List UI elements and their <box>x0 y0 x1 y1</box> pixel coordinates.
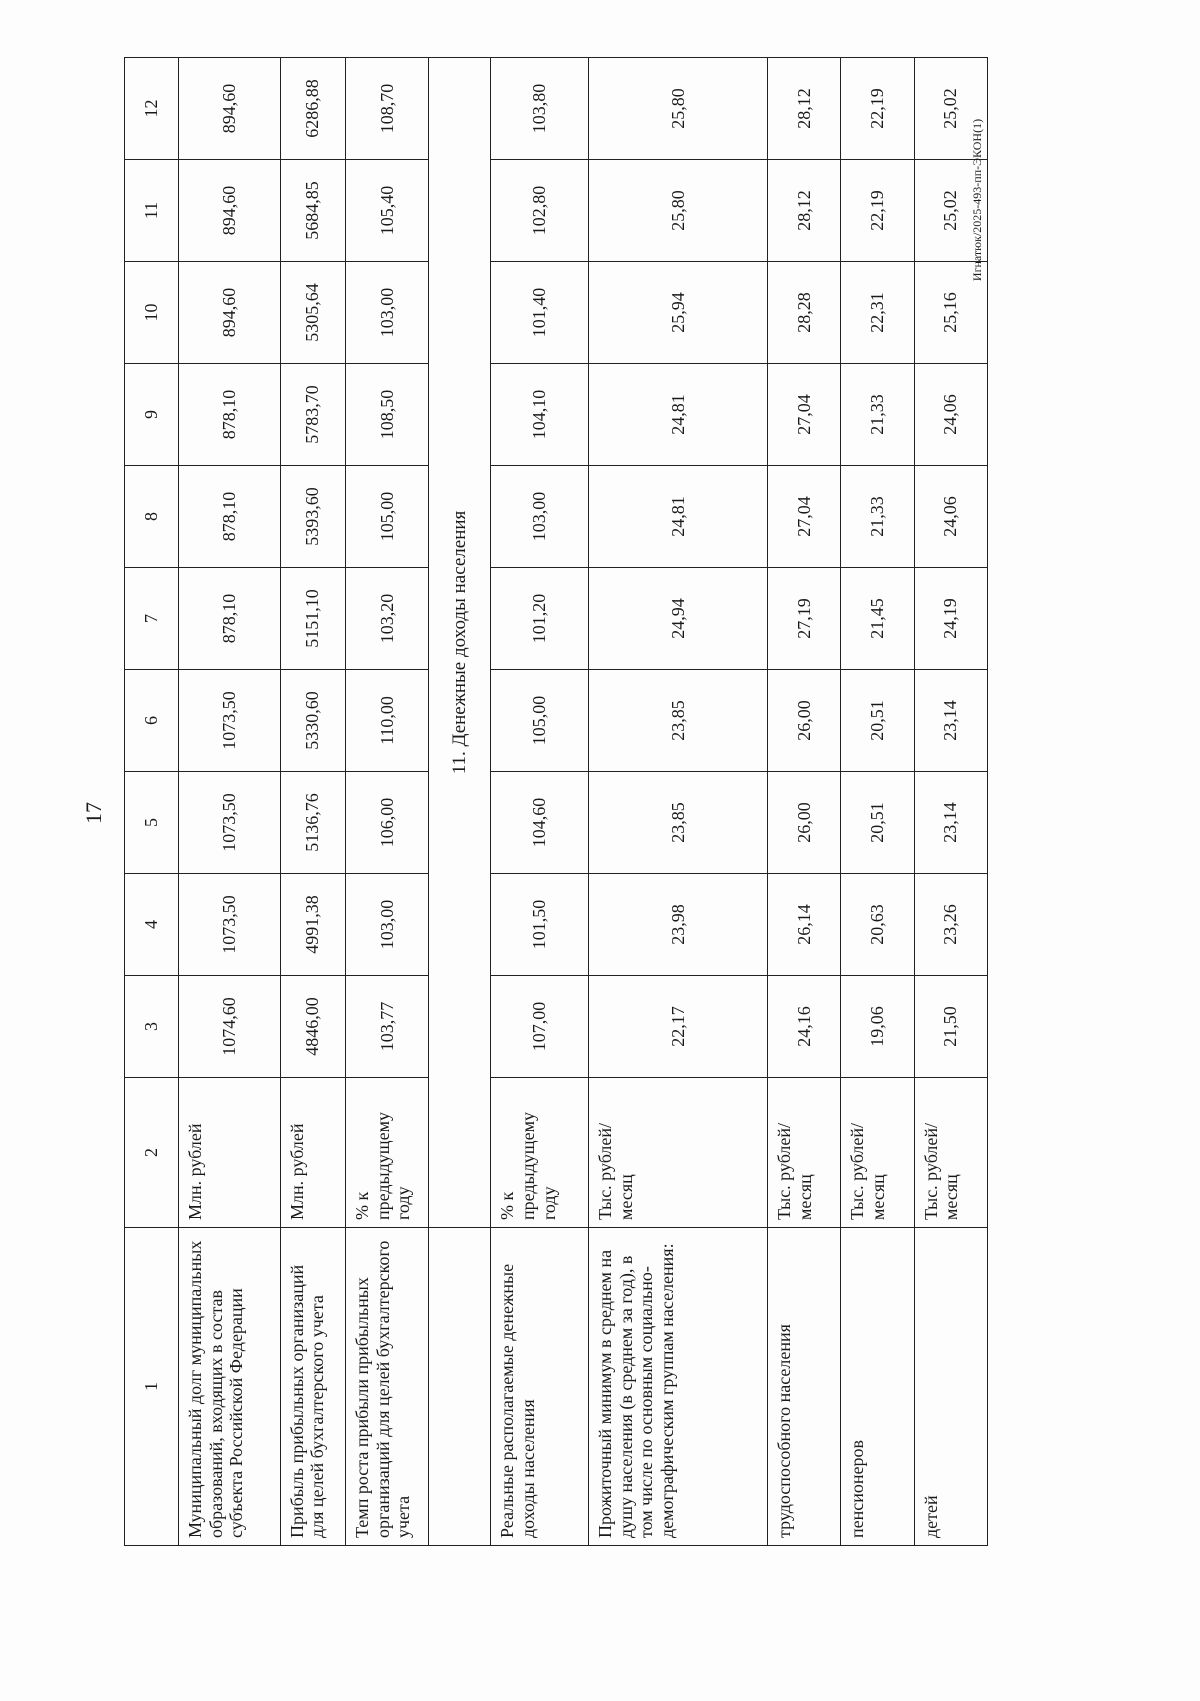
value-cell: 5305,64 <box>280 262 345 364</box>
indicator-name: пенсионеров <box>841 1228 914 1546</box>
value-cell: 878,10 <box>178 466 280 568</box>
table-row <box>841 58 914 1546</box>
value-cell: 20,51 <box>841 772 914 874</box>
value-cell: 105,40 <box>345 160 428 262</box>
value-cell: 22,19 <box>841 160 914 262</box>
value-cell: 20,51 <box>841 670 914 772</box>
header-row <box>125 58 179 1546</box>
value-cell: 26,00 <box>768 670 841 772</box>
value-cell: 5330,60 <box>280 670 345 772</box>
value-cell: 19,06 <box>841 976 914 1078</box>
value-cell: 4846,00 <box>280 976 345 1078</box>
value-cell: 21,50 <box>914 976 987 1078</box>
column-header: 6 <box>125 670 179 772</box>
unit-cell: Млн. рублей <box>178 1078 280 1228</box>
value-cell: 28,12 <box>768 58 841 160</box>
value-cell: 27,04 <box>768 364 841 466</box>
value-cell: 103,80 <box>491 58 589 160</box>
value-cell: 21,33 <box>841 466 914 568</box>
unit-cell: Млн. рублей <box>280 1078 345 1228</box>
indicators-table <box>124 57 988 1546</box>
column-header: 7 <box>125 568 179 670</box>
value-cell: 21,33 <box>841 364 914 466</box>
value-cell: 25,80 <box>589 58 768 160</box>
page-number: 17 <box>81 802 106 824</box>
value-cell: 23,98 <box>589 874 768 976</box>
rotated-table-container <box>124 58 988 1546</box>
value-cell: 21,45 <box>841 568 914 670</box>
value-cell: 894,60 <box>178 262 280 364</box>
value-cell: 24,16 <box>768 976 841 1078</box>
section-row <box>429 58 491 1546</box>
value-cell: 1073,50 <box>178 670 280 772</box>
value-cell: 103,00 <box>345 874 428 976</box>
indicator-name: Прожиточный минимум в среднем на душу населения (в среднем за год), в том числе по основным социально-демографическим группам населения: <box>589 1228 768 1546</box>
value-cell: 103,00 <box>491 466 589 568</box>
value-cell: 20,63 <box>841 874 914 976</box>
section-blank-cell <box>429 1228 491 1546</box>
value-cell: 108,70 <box>345 58 428 160</box>
value-cell: 24,81 <box>589 466 768 568</box>
table-row <box>491 58 589 1546</box>
value-cell: 23,26 <box>914 874 987 976</box>
value-cell: 25,02 <box>914 58 987 160</box>
value-cell: 894,60 <box>178 58 280 160</box>
column-header: 9 <box>125 364 179 466</box>
column-header: 11 <box>125 160 179 262</box>
value-cell: 105,00 <box>345 466 428 568</box>
value-cell: 104,60 <box>491 772 589 874</box>
value-cell: 6286,88 <box>280 58 345 160</box>
value-cell: 105,00 <box>491 670 589 772</box>
unit-cell: Тыс. рублей/ месяц <box>768 1078 841 1228</box>
value-cell: 24,06 <box>914 466 987 568</box>
table-row <box>178 58 280 1546</box>
indicator-name: Реальные располагаемые денежные доходы населения <box>491 1228 589 1546</box>
column-header: 2 <box>125 1078 179 1228</box>
value-cell: 24,81 <box>589 364 768 466</box>
value-cell: 103,00 <box>345 262 428 364</box>
unit-cell: % к предыдущему году <box>491 1078 589 1228</box>
value-cell: 103,77 <box>345 976 428 1078</box>
table-row <box>280 58 345 1546</box>
value-cell: 110,00 <box>345 670 428 772</box>
value-cell: 22,19 <box>841 58 914 160</box>
value-cell: 878,10 <box>178 364 280 466</box>
value-cell: 101,20 <box>491 568 589 670</box>
indicator-name: детей <box>914 1228 987 1546</box>
table-row <box>345 58 428 1546</box>
column-header: 12 <box>125 58 179 160</box>
value-cell: 23,85 <box>589 670 768 772</box>
table-row <box>768 58 841 1546</box>
value-cell: 101,40 <box>491 262 589 364</box>
indicator-name: трудоспособного населения <box>768 1228 841 1546</box>
value-cell: 5136,76 <box>280 772 345 874</box>
section-title: 11. Денежные доходы населения <box>429 58 491 1228</box>
value-cell: 26,14 <box>768 874 841 976</box>
value-cell: 107,00 <box>491 976 589 1078</box>
column-header: 4 <box>125 874 179 976</box>
value-cell: 22,17 <box>589 976 768 1078</box>
value-cell: 4991,38 <box>280 874 345 976</box>
value-cell: 1073,50 <box>178 874 280 976</box>
value-cell: 24,19 <box>914 568 987 670</box>
value-cell: 25,16 <box>914 262 987 364</box>
value-cell: 103,20 <box>345 568 428 670</box>
value-cell: 104,10 <box>491 364 589 466</box>
value-cell: 27,04 <box>768 466 841 568</box>
value-cell: 28,28 <box>768 262 841 364</box>
indicator-name: Темп роста прибыли прибыльных организаций для целей бухгалтерского учета <box>345 1228 428 1546</box>
document-code: Игнатюк/2025-493-пп-ЭКОН(1) <box>970 118 984 282</box>
value-cell: 23,85 <box>589 772 768 874</box>
value-cell: 23,14 <box>914 772 987 874</box>
unit-cell: Тыс. рублей/ месяц <box>841 1078 914 1228</box>
unit-cell: Тыс. рублей/ месяц <box>914 1078 987 1228</box>
value-cell: 23,14 <box>914 670 987 772</box>
column-header: 5 <box>125 772 179 874</box>
value-cell: 26,00 <box>768 772 841 874</box>
value-cell: 101,50 <box>491 874 589 976</box>
value-cell: 5151,10 <box>280 568 345 670</box>
value-cell: 27,19 <box>768 568 841 670</box>
value-cell: 5783,70 <box>280 364 345 466</box>
value-cell: 1073,50 <box>178 772 280 874</box>
value-cell: 106,00 <box>345 772 428 874</box>
value-cell: 24,06 <box>914 364 987 466</box>
value-cell: 5393,60 <box>280 466 345 568</box>
unit-cell: % к предыдущему году <box>345 1078 428 1228</box>
value-cell: 894,60 <box>178 160 280 262</box>
value-cell: 22,31 <box>841 262 914 364</box>
column-header: 1 <box>125 1228 179 1546</box>
unit-cell: Тыс. рублей/ месяц <box>589 1078 768 1228</box>
value-cell: 878,10 <box>178 568 280 670</box>
value-cell: 25,80 <box>589 160 768 262</box>
value-cell: 1074,60 <box>178 976 280 1078</box>
column-header: 3 <box>125 976 179 1078</box>
value-cell: 25,94 <box>589 262 768 364</box>
column-header: 8 <box>125 466 179 568</box>
column-header: 10 <box>125 262 179 364</box>
value-cell: 102,80 <box>491 160 589 262</box>
value-cell: 5684,85 <box>280 160 345 262</box>
value-cell: 24,94 <box>589 568 768 670</box>
value-cell: 25,02 <box>914 160 987 262</box>
indicator-name: Прибыль прибыльных организаций для целей бухгалтерского учета <box>280 1228 345 1546</box>
value-cell: 28,12 <box>768 160 841 262</box>
table-row <box>589 58 768 1546</box>
indicator-name: Муниципальный долг муниципальных образований, входящих в состав субъекта Российской Федерации <box>178 1228 280 1546</box>
value-cell: 108,50 <box>345 364 428 466</box>
